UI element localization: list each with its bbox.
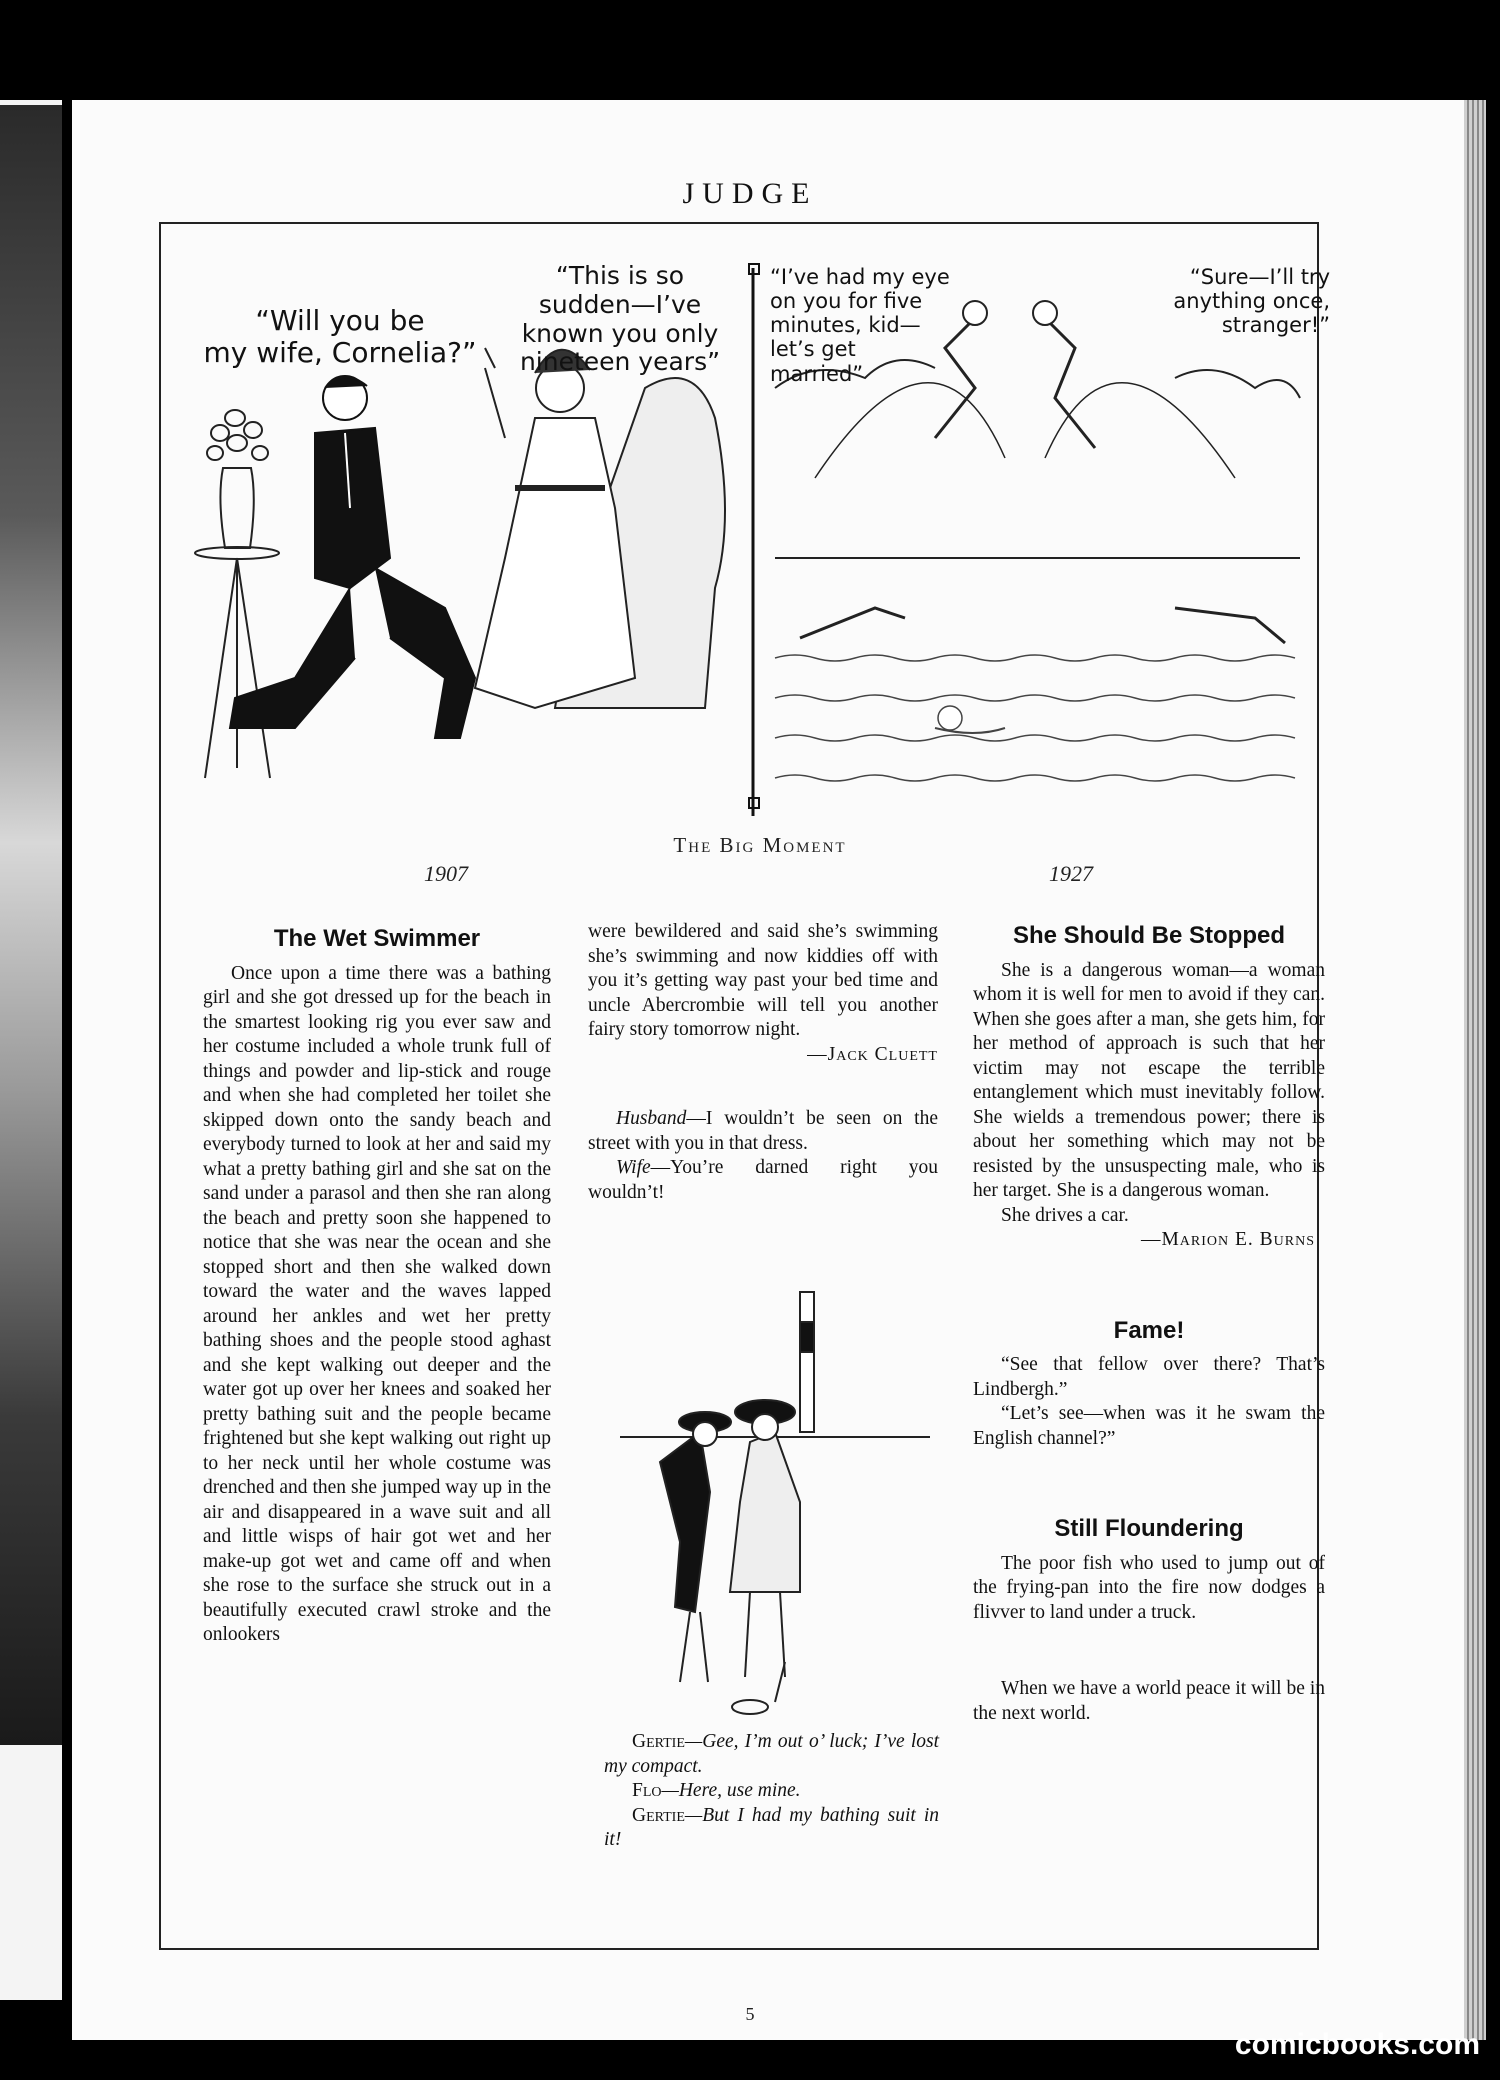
gertie-line-1 [604,1730,939,1779]
watermark: comicbooks.com [1234,2028,1480,2061]
gertie-name-1: Gertie [632,1731,685,1752]
seated-woman-drawing [475,348,725,708]
year-right: 1927 [1049,861,1093,886]
column-right [973,924,1325,1726]
wet-swimmer-byline: —Jack Cluett [807,1043,938,1065]
flo-line [604,1779,939,1804]
gertie-name-2: Gertie [632,1804,685,1826]
beach-girls-illustration [600,1262,960,1724]
floundering-body: The poor fish who used to jump out of the frying-pan into the fire now dodges a flivver to land under a truck. [973,1552,1325,1623]
husband-text: —I wouldn’t be seen on the street with you in that dress. [588,1108,938,1154]
world-peace-quip: When we have a world peace it will be in the next world. [973,1678,1325,1724]
husband-line [588,1107,938,1156]
husband-label: Husband [616,1108,687,1129]
wife-label: Wife [616,1157,651,1178]
bubble-had-my-eye-on-you: “I’ve had my eye on you for five minutes, kid— let’s get married” [770,265,950,386]
heading-wet-swimmer: The Wet Swimmer [273,925,481,952]
gertie-text-2: —But I had my bathing suit in it! [604,1804,939,1850]
wife-text: —You’re darned right you wouldn’t! [588,1157,938,1203]
bubble-sure-ill-try: “Sure—I’ll try anything once, stranger!” [1173,265,1330,338]
masthead: JUDGE [682,177,818,210]
page-number: 5 [745,2004,755,2024]
bubble-this-is-so-sudden: “This is so sudden—I’ve known you only nineteen years” [519,261,721,377]
flo-text: —Here, use mine. [661,1780,801,1801]
heading-still-floundering: Still Floundering [1054,1515,1244,1542]
column-middle [588,920,938,1205]
beach-girls-cartoon [600,1262,960,1724]
gertie-line-2 [604,1804,939,1853]
column-left [203,927,551,1648]
stopped-byline: —Marion E. Burns [1140,1229,1315,1250]
left-page-photo [0,105,62,1745]
page-stack-edge [1464,100,1486,2040]
fame-line-1: “See that fellow over there? That’s Lindbergh.” [973,1354,1325,1400]
wet-swimmer-body: Once upon a time there was a bathing girl and she got dressed up for the beach in the smartest looking rig you ever saw and her costume included a whole trunk full of things and powder and lip-stick and rouge and when she had completed her toilet she skipped down onto the sandy beach and everybody turned to look at her and said my what a pretty bathing girl and she sat on the sand under a parasol and then she ran along the beach and pretty soon she happened to notice that she was near the ocean and she stopped short and then she walked down toward the water and the waves lapped around her ankles and wet her pretty bathing shoes and the people stood aghast and she kept walking out deeper and the water got up over her knees and soaked her pretty bathing suit and the people became frightened but she kept walking out right up to her neck until her whole costume was drenched and then she jumped way up in the air and disappeared in a wave suit and all and little wisps of hair got wet and her make-up got wet and came off and when she rose to the surface she struck out in a beautifully executed crawl stroke and the onlookers [203,962,551,1645]
gertie-text-1: —Gee, I’m out o’ luck; I’ve lost my compact. [604,1731,939,1777]
water-drawing [775,655,1295,781]
comic-title: The Big Moment [673,833,847,857]
heading-fame: Fame! [1113,1316,1185,1344]
gertie-dialogue [604,1730,939,1853]
stopped-body: She is a dangerous woman—a woman whom it is well for men to avoid if they can. When she goes after a man, she gets him, for her method of approach is such that her victim may not escape the terrible entanglement which must inevitably follow. She wields a tremendous power; there is about her something which may not be resisted by the unsuspecting male, who is her target. She is a dangerous woman. [973,959,1325,1201]
wife-line [588,1156,938,1205]
heading-she-should-be-stopped: She Should Be Stopped [1012,922,1285,949]
flo-name: Flo [632,1780,662,1801]
bubble-will-you-be-my-wife: “Will you be my wife, Cornelia?” [203,304,477,370]
stopped-line-2: She drives a car. [1001,1204,1129,1226]
fame-line-2: “Let’s see—when was it he swam the English channel?” [973,1403,1325,1449]
wet-swimmer-continued: were bewildered and said she’s swimming she’s swimming and now kiddies off with you it’s getting way past your bed time and uncle Abercrombie will tell you another fairy story tomorrow night. [588,921,938,1040]
year-left: 1907 [424,861,468,886]
